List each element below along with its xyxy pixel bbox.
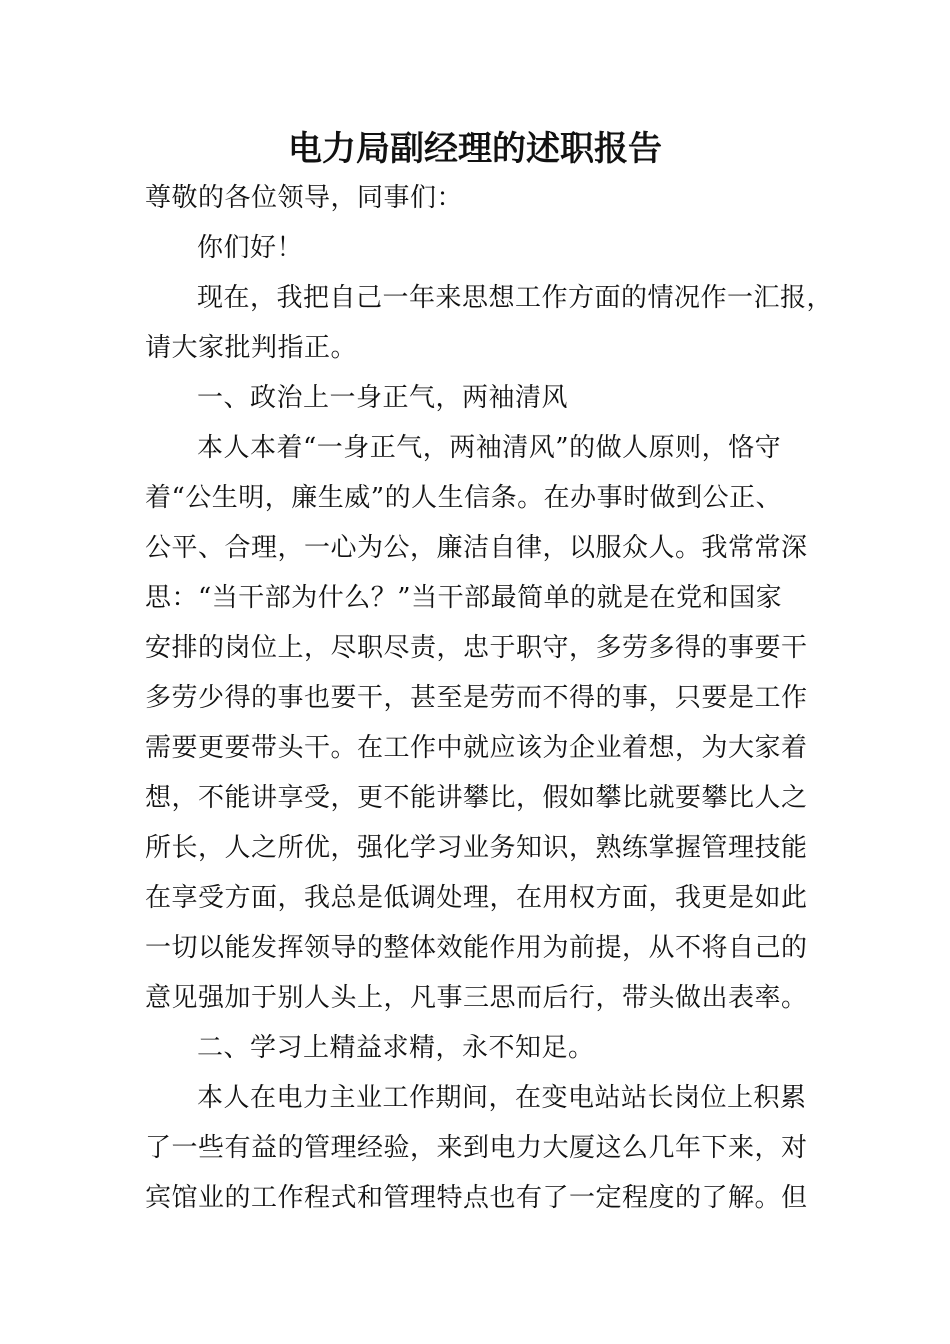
paragraph-line: 了一些有益的管理经验，来到电力大厦这么几年下来，对 bbox=[145, 1133, 808, 1163]
section-heading-1: 一、政治上一身正气，两袖清风 bbox=[197, 383, 569, 413]
paragraph-line: 多劳少得的事也要干，甚至是劳而不得的事，只要是工作 bbox=[145, 683, 808, 713]
paragraph-line: 公平、合理，一心为公，廉洁自律，以服众人。我常常深 bbox=[145, 533, 808, 563]
paragraph-line: 安排的岗位上，尽职尽责，忠于职守，多劳多得的事要干 bbox=[145, 633, 808, 663]
paragraph-line: 思：“当干部为什么？”当干部最简单的就是在党和国家 bbox=[145, 583, 783, 613]
paragraph-line: 需要更要带头干。在工作中就应该为企业着想，为大家着 bbox=[145, 733, 808, 763]
paragraph-line: 想，不能讲享受，更不能讲攀比，假如攀比就要攀比人之 bbox=[145, 783, 808, 813]
section-heading-2: 二、学习上精益求精，永不知足。 bbox=[197, 1033, 595, 1063]
paragraph-line: 一切以能发挥领导的整体效能作用为前提，从不将自己的 bbox=[145, 933, 808, 963]
paragraph-line: 请大家批判指正。 bbox=[145, 333, 358, 363]
paragraph-line: 本人在电力主业工作期间，在变电站站长岗位上积累 bbox=[197, 1083, 807, 1113]
document-title: 电力局副经理的述职报告 bbox=[288, 129, 662, 169]
paragraph-line: 着“公生明，廉生威”的人生信条。在办事时做到公正、 bbox=[145, 483, 783, 513]
paragraph-line: 本人本着“一身正气，两袖清风”的做人原则，恪守 bbox=[197, 433, 782, 463]
salutation-line: 尊敬的各位领导，同事们： bbox=[145, 183, 464, 213]
paragraph-line: 现在，我把自己一年来思想工作方面的情况作一汇报， bbox=[197, 283, 834, 313]
paragraph-line: 宾馆业的工作程式和管理特点也有了一定程度的了解。但 bbox=[145, 1183, 808, 1213]
paragraph-line: 所长，人之所优，强化学习业务知识，熟练掌握管理技能 bbox=[145, 833, 808, 863]
paragraph-line: 意见强加于别人头上，凡事三思而后行，带头做出表率。 bbox=[145, 983, 808, 1013]
paragraph-line: 在享受方面，我总是低调处理，在用权方面，我更是如此 bbox=[145, 883, 808, 913]
greeting-line: 你们好！ bbox=[197, 233, 304, 263]
